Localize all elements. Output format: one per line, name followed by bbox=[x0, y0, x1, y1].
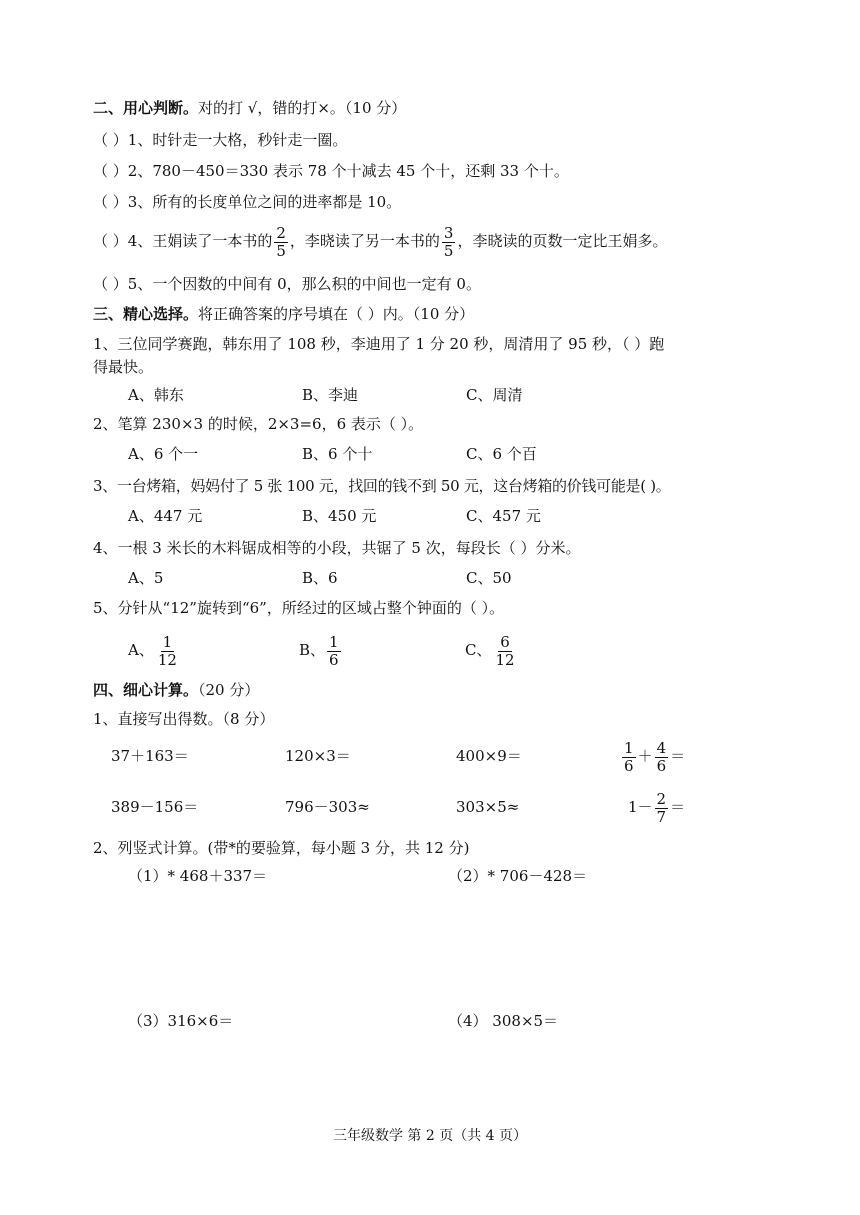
expr-prefix: 1－ bbox=[628, 798, 653, 816]
judge-text: 3、所有的长度单位之间的进率都是 10。 bbox=[127, 193, 402, 211]
section-3-instructions: 将正确答案的序号填在（ ）内。（10 分） bbox=[198, 305, 475, 323]
choice-q2: 2、笔算 230×3 的时候，2×3=6，6 表示（ ）。 bbox=[93, 415, 424, 433]
section-4-instructions: （20 分） bbox=[198, 681, 260, 699]
section-3-heading bbox=[93, 304, 474, 324]
denominator: 6 bbox=[329, 650, 339, 669]
section-4-title: 四、细心计算。 bbox=[93, 681, 199, 699]
answer-blank[interactable]: （ ） bbox=[93, 232, 128, 250]
choice-q5-option-b[interactable] bbox=[299, 630, 343, 670]
option-label: A、 bbox=[128, 641, 154, 659]
fraction-1-12 bbox=[156, 634, 179, 669]
judge-item-1 bbox=[93, 130, 347, 150]
calc-expr-8 bbox=[628, 787, 685, 827]
choice-q1-option-b[interactable]: B、李迪 bbox=[302, 386, 359, 404]
judge-item-4 bbox=[93, 222, 667, 260]
calc-expr-6: 796－303≈ bbox=[285, 798, 370, 816]
judge-text: 1、时针走一大格，秒针走一圈。 bbox=[127, 131, 348, 149]
calc-expr-4 bbox=[620, 736, 685, 776]
numerator: 1 bbox=[162, 632, 173, 651]
choice-q1-option-c[interactable]: C、周清 bbox=[466, 386, 523, 404]
calc-expr-5: 389－156＝ bbox=[111, 798, 199, 816]
denominator: 5 bbox=[443, 241, 454, 260]
answer-blank[interactable]: （ ） bbox=[93, 162, 128, 180]
fraction-4-6 bbox=[655, 740, 669, 775]
denominator: 6 bbox=[656, 756, 667, 775]
equals: ＝ bbox=[670, 798, 686, 816]
answer-blank[interactable]: （ ） bbox=[93, 131, 128, 149]
option-label: B、 bbox=[299, 641, 326, 659]
denominator: 5 bbox=[276, 241, 286, 260]
fraction-3-5 bbox=[442, 225, 456, 260]
fraction-2-7 bbox=[655, 791, 669, 826]
section-4-heading bbox=[93, 680, 259, 700]
option-label: C、 bbox=[465, 641, 492, 659]
page-footer: 三年级数学 第 2 页（共 4 页） bbox=[332, 1128, 528, 1144]
choice-q2-option-a[interactable]: A、6 个一 bbox=[128, 445, 199, 463]
section-2-title: 二、用心判断。 bbox=[93, 99, 199, 117]
answer-blank[interactable]: （ ） bbox=[93, 193, 128, 211]
vertical-calc-4: （4） 308×5＝ bbox=[448, 1012, 559, 1030]
choice-q3-option-b[interactable]: B、450 元 bbox=[302, 507, 377, 525]
calc-expr-7: 303×5≈ bbox=[456, 798, 520, 816]
choice-q4-option-a[interactable]: A、5 bbox=[128, 569, 164, 587]
operator: ＋ bbox=[637, 747, 653, 765]
calc-expr-2: 120×3＝ bbox=[285, 747, 351, 765]
choice-q1-line1: 1、三位同学赛跑，韩东用了 108 秒，李迪用了 1 分 20 秒，周清用了 95 秒，（ ）跑 bbox=[93, 335, 665, 353]
numerator: 1 bbox=[329, 632, 339, 651]
judge-item-3 bbox=[93, 192, 401, 212]
judge-text: 5、一个因数的中间有 0，那么积的中间也一定有 0。 bbox=[127, 275, 481, 293]
choice-q3-option-a[interactable]: A、447 元 bbox=[128, 507, 203, 525]
choice-q3-option-c[interactable]: C、457 元 bbox=[466, 507, 541, 525]
judge-text-mid: ，李晓读了另一本书的 bbox=[289, 232, 440, 250]
denominator: 12 bbox=[495, 650, 515, 669]
numerator: 3 bbox=[443, 223, 454, 242]
numerator: 6 bbox=[500, 632, 510, 651]
calc-part-1-heading: 1、直接写出得数。（8 分） bbox=[93, 710, 275, 728]
fraction-1-6 bbox=[327, 634, 341, 669]
choice-q5: 5、分针从“12”旋转到“6”，所经过的区域占整个钟面的（ ）。 bbox=[93, 599, 505, 617]
vertical-calc-1: （1）* 468＋337＝ bbox=[128, 867, 268, 885]
choice-q5-option-c[interactable] bbox=[465, 630, 519, 670]
judge-text: 2、780－450＝330 表示 78 个十减去 45 个十，还剩 33 个十。 bbox=[127, 162, 569, 180]
denominator: 6 bbox=[624, 756, 634, 775]
calc-expr-3: 400×9＝ bbox=[456, 747, 522, 765]
numerator: 2 bbox=[276, 223, 286, 242]
judge-item-5 bbox=[93, 274, 481, 294]
choice-q5-option-a[interactable] bbox=[128, 630, 181, 670]
section-2-heading bbox=[93, 98, 406, 118]
section-3-title: 三、精心选择。 bbox=[93, 305, 199, 323]
calc-expr-1: 37＋163＝ bbox=[111, 747, 189, 765]
choice-q4-option-b[interactable]: B、6 bbox=[302, 569, 338, 587]
choice-q2-option-b[interactable]: B、6 个十 bbox=[302, 445, 373, 463]
numerator: 1 bbox=[624, 738, 634, 757]
numerator: 2 bbox=[656, 789, 667, 808]
judge-text-post: ，李晓读的页数一定比王娟多。 bbox=[457, 232, 668, 250]
answer-blank[interactable]: （ ） bbox=[93, 275, 128, 293]
choice-q4: 4、一根 3 米长的木料锯成相等的小段，共锯了 5 次，每段长（ ）分米。 bbox=[93, 539, 581, 557]
judge-text-pre: 4、王娟读了一本书的 bbox=[127, 232, 273, 250]
numerator: 4 bbox=[656, 738, 667, 757]
calc-part-2-heading: 2、列竖式计算。(带*的要验算，每小题 3 分，共 12 分) bbox=[93, 839, 470, 857]
denominator: 7 bbox=[656, 807, 667, 826]
vertical-calc-3: （3）316×6＝ bbox=[128, 1012, 234, 1030]
fraction-2-5 bbox=[274, 225, 288, 260]
choice-q2-option-c[interactable]: C、6 个百 bbox=[466, 445, 537, 463]
choice-q3: 3、一台烤箱，妈妈付了 5 张 100 元，找回的钱不到 50 元，这台烤箱的价钱可能是( )。 bbox=[93, 477, 671, 495]
section-2-instructions: 对的打 √，错的打×。（10 分） bbox=[198, 99, 407, 117]
fraction-1-6 bbox=[622, 740, 636, 775]
fraction-6-12 bbox=[493, 634, 516, 669]
choice-q4-option-c[interactable]: C、50 bbox=[466, 569, 512, 587]
denominator: 12 bbox=[157, 650, 177, 669]
choice-q1-option-a[interactable]: A、韩东 bbox=[128, 386, 184, 404]
equals: ＝ bbox=[670, 747, 686, 765]
judge-item-2 bbox=[93, 161, 569, 181]
vertical-calc-2: （2）* 706－428＝ bbox=[448, 867, 588, 885]
choice-q1-line2: 得最快。 bbox=[93, 358, 154, 376]
